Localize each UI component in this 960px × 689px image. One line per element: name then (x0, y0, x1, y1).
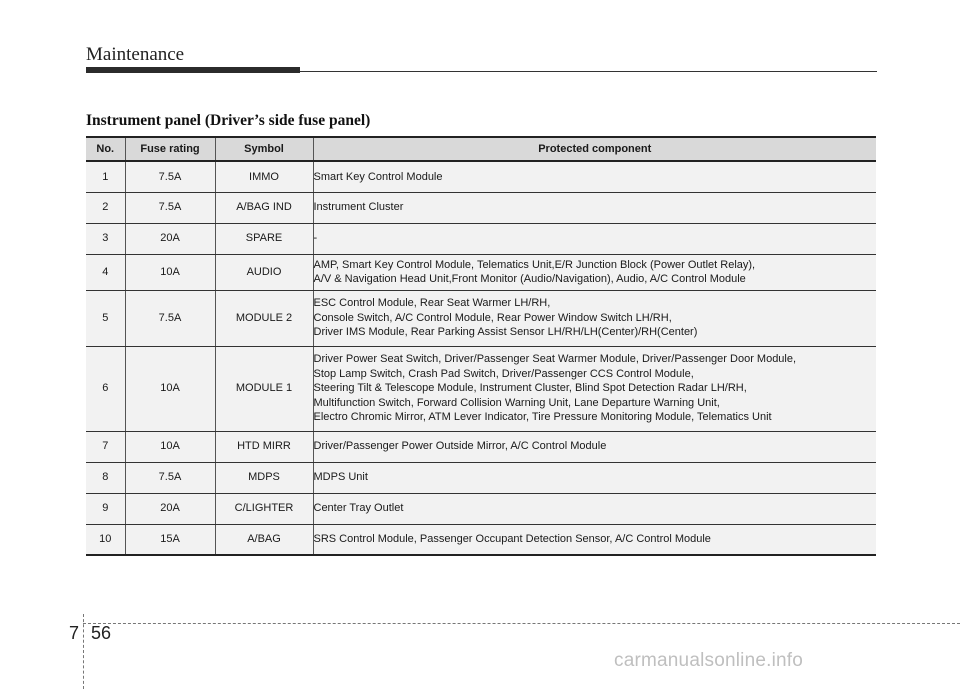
fuse-number: 4 (86, 254, 125, 290)
column-header-symbol: Symbol (215, 137, 313, 161)
fuse-symbol: MODULE 1 (215, 346, 313, 431)
fuse-number: 5 (86, 290, 125, 346)
column-header-fuse-rating: Fuse rating (125, 137, 215, 161)
header-bar (86, 67, 300, 73)
fuse-number: 1 (86, 161, 125, 192)
table-row (86, 161, 876, 192)
table-row (86, 192, 876, 223)
column-header-protected-component: Protected component (313, 137, 876, 161)
section-title: Maintenance (86, 44, 185, 65)
fuse-rating: 10A (125, 346, 215, 431)
table-row (86, 493, 876, 524)
fuse-symbol: MODULE 2 (215, 290, 313, 346)
table-row (86, 223, 876, 254)
fuse-rating: 7.5A (125, 161, 215, 192)
table-title: Instrument panel (Driver’s side fuse panel) (86, 112, 371, 129)
column-header-no: No. (86, 137, 125, 161)
protected-component: Center Tray Outlet (313, 493, 876, 524)
protected-component: Driver Power Seat Switch, Driver/Passenger Seat Warmer Module, Driver/Passenger Door Module, Stop Lamp Switch, Crash Pad Switch, Driver/Passenger CCS Control Module, Steering Tilt & Telescope Module, Instrument Cluster, Blind Spot Detection Radar LH/RH, Multifunction Switch, Forward Collision Warning Unit, Lane Departure Warning Unit, Electro Chromic Mirror, ATM Lever Indicator, Tire Pressure Monitoring Module, Telematics Unit (313, 346, 876, 431)
table-row (86, 290, 876, 346)
table-row (86, 431, 876, 462)
fuse-symbol: SPARE (215, 223, 313, 254)
fuse-number: 6 (86, 346, 125, 431)
fuse-table (86, 136, 876, 556)
footer-rule (83, 623, 960, 624)
protected-component: AMP, Smart Key Control Module, Telematics Unit,E/R Junction Block (Power Outlet Relay), A/V & Navigation Head Unit,Front Monitor (Audio/Navigation), Audio, A/C Control Module (313, 254, 876, 290)
fuse-symbol: A/BAG (215, 524, 313, 555)
fuse-rating: 7.5A (125, 192, 215, 223)
fuse-number: 3 (86, 223, 125, 254)
fuse-number: 10 (86, 524, 125, 555)
fuse-rating: 20A (125, 493, 215, 524)
protected-component: Instrument Cluster (313, 192, 876, 223)
footer-divider (83, 614, 84, 689)
fuse-symbol: MDPS (215, 462, 313, 493)
chapter-number: 7 (69, 623, 80, 643)
fuse-rating: 20A (125, 223, 215, 254)
protected-component: SRS Control Module, Passenger Occupant Detection Sensor, A/C Control Module (313, 524, 876, 555)
table-row (86, 346, 876, 431)
fuse-number: 9 (86, 493, 125, 524)
fuse-number: 8 (86, 462, 125, 493)
fuse-symbol: A/BAG IND (215, 192, 313, 223)
protected-component: MDPS Unit (313, 462, 876, 493)
fuse-rating: 10A (125, 431, 215, 462)
fuse-rating: 15A (125, 524, 215, 555)
table-row (86, 524, 876, 555)
header-rule (300, 71, 877, 72)
fuse-number: 2 (86, 192, 125, 223)
fuse-symbol: C/LIGHTER (215, 493, 313, 524)
fuse-number: 7 (86, 431, 125, 462)
fuse-symbol: HTD MIRR (215, 431, 313, 462)
protected-component: - (313, 223, 876, 254)
fuse-symbol: AUDIO (215, 254, 313, 290)
protected-component: Driver/Passenger Power Outside Mirror, A/C Control Module (313, 431, 876, 462)
fuse-rating: 10A (125, 254, 215, 290)
table-row (86, 254, 876, 290)
fuse-symbol: IMMO (215, 161, 313, 192)
protected-component: Smart Key Control Module (313, 161, 876, 192)
protected-component: ESC Control Module, Rear Seat Warmer LH/RH, Console Switch, A/C Control Module, Rear Power Window Switch LH/RH, Driver IMS Module, Rear Parking Assist Sensor LH/RH/LH(Center)/RH(Center) (313, 290, 876, 346)
table-header-row (86, 137, 876, 161)
watermark: carmanualsonline.info (614, 650, 804, 671)
page-number: 56 (91, 623, 112, 643)
table-row (86, 462, 876, 493)
fuse-rating: 7.5A (125, 290, 215, 346)
fuse-rating: 7.5A (125, 462, 215, 493)
